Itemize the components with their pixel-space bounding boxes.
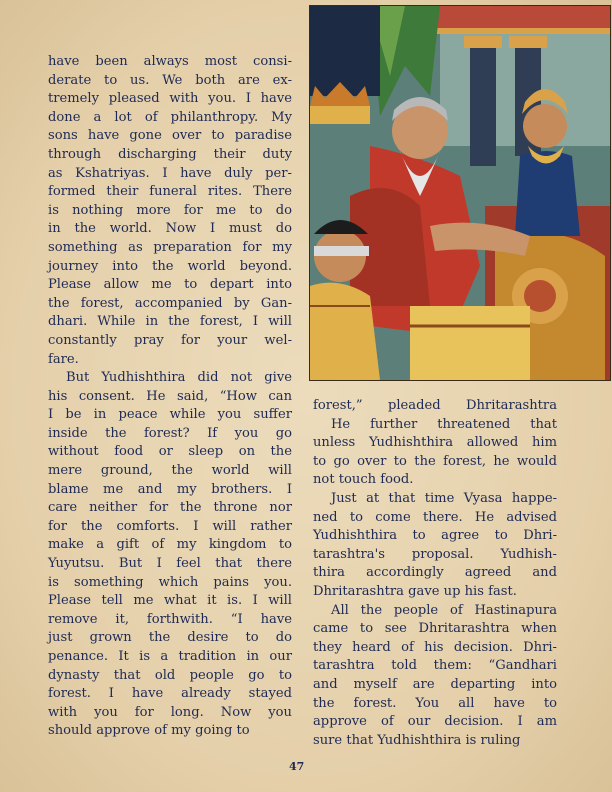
text-line: penance. It is a tradition in our [48,649,292,664]
text-line: dhari. While in the forest, I will [48,314,292,330]
text-line: came to see Dhritarashtra when [313,621,557,637]
text-line: forest. I have already stayed [48,686,292,702]
text-line: sons have gone over to paradise [48,128,292,144]
text-line: tarashtra told them: “Gandhari [313,658,557,674]
text-line: in the world. Now I must do [48,221,292,237]
text-line: He further threatened that [331,416,557,432]
text-line: dynasty that old people go to [48,667,292,683]
illustration-panel [309,5,611,381]
text-line: not touch food. [313,472,414,488]
text-line: forest,” pleaded Dhritarashtra [313,398,557,413]
left-text-column [48,53,292,741]
text-line: as Kshatriyas. I have duly per- [48,165,292,181]
text-line: derate to us. We both are ex- [48,72,292,88]
text-line: make a gift of my kingdom to [48,537,292,553]
text-line: Please allow me to depart into [48,277,292,293]
text-line: something as preparation for my [48,239,292,255]
text-line: Just at that time Vyasa happe- [331,491,557,506]
text-line: unless Yudhishthira allowed him [313,435,557,451]
text-line: Please tell me what it is. I will [48,593,292,609]
text-line: through discharging their duty [48,146,292,162]
text-line: All the people of Hastinapura [331,602,557,618]
text-line: tremely pleased with you. I have [48,91,292,107]
text-line: for the comforts. I will rather [48,518,292,534]
text-line: just grown the desire to do [48,630,292,646]
illustration-scene [310,6,610,380]
text-line: with you for long. Now you [48,704,292,720]
text-line: formed their funeral rites. There [48,184,292,200]
text-line: should approve of my going to [48,723,250,739]
text-line: fare. [48,351,79,367]
text-line: blame me and my brothers. I [48,481,292,497]
text-line: Yuyutsu. But I feel that there [48,556,292,572]
text-line: mere ground, the world will [48,463,292,479]
text-line: Yudhishthira to agree to Dhri- [313,528,557,544]
text-line: constantly pray for your wel- [48,332,292,348]
text-line: approve of our decision. I am [313,714,557,730]
text-line: is something which pains you. [48,574,292,590]
text-line: remove it, forthwith. “I have [48,611,292,627]
right-text-column-top [313,397,557,490]
text-line: tarashtra's proposal. Yudhish- [313,546,557,562]
text-line: ned to come there. He advised [313,509,557,525]
text-line: is nothing more for me to do [48,202,292,218]
text-line: and myself are departing into [313,676,557,692]
text-line: the forest. You all have to [313,695,557,711]
text-line: have been always most consi- [48,54,292,69]
text-line: Dhritarashtra gave up his fast. [313,583,517,599]
text-line: without food or sleep on the [48,444,292,460]
text-line: sure that Yudhishthira is ruling [313,732,521,748]
text-line: done a lot of philanthropy. My [48,109,292,125]
text-line: inside the forest? If you go [48,425,292,441]
right-text-column-bottom [313,490,557,750]
text-line: care neither for the throne nor [48,500,292,516]
text-line: I be in peace while you suffer [48,407,292,423]
text-line: they heard of his decision. Dhri- [313,639,557,655]
page-number: 47 [289,760,305,773]
text-line: his consent. He said, “How can [48,388,292,404]
text-line: to go over to the forest, he would [313,453,557,469]
text-line: thira accordingly agreed and [313,565,557,581]
text-line: journey into the world beyond. [48,258,292,274]
text-line: But Yudhishthira did not give [66,370,292,386]
text-line: the forest, accompanied by Gan- [48,295,292,311]
